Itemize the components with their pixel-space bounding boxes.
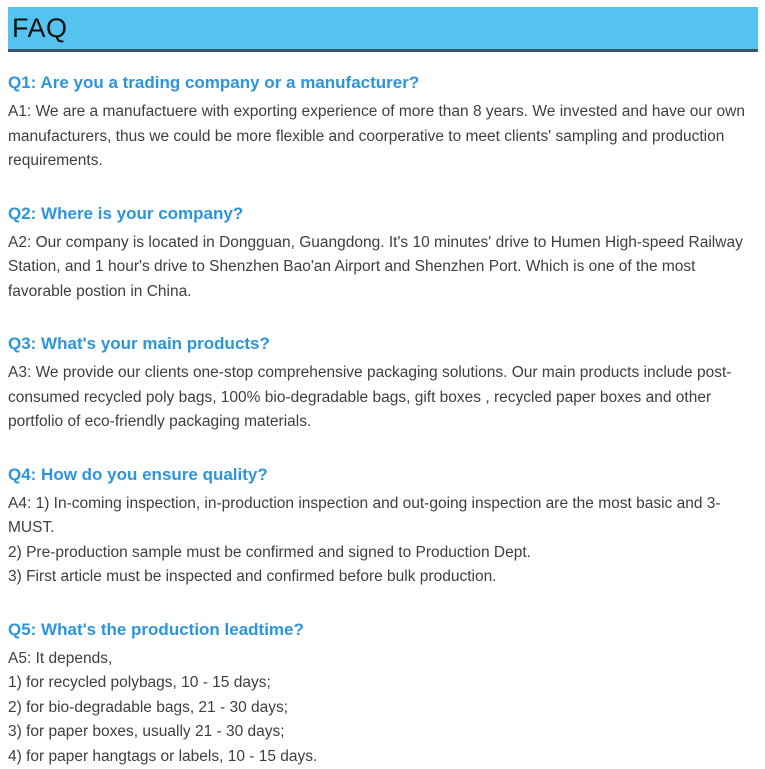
faq-answer-paragraph: 2) Pre-production sample must be confirmed and signed to Production Dept. [8,541,753,566]
faq-question: Q5: What's the production leadtime? [8,620,753,640]
faq-section [0,7,765,755]
faq-item [8,465,753,590]
faq-question: Q4: How do you ensure quality? [8,465,753,485]
faq-item [8,334,753,435]
faq-body [0,73,765,769]
faq-answer-paragraph: A4: 1) In-coming inspection, in-production inspection and out-going inspection are the most basic and 3-MUST. [8,492,753,541]
faq-item [8,620,753,769]
faq-answer-paragraph: 3) First article must be inspected and confirmed before bulk production. [8,565,753,590]
faq-answer-paragraph: A2: Our company is located in Dongguan, Guangdong. It's 10 minutes' drive to Humen High-speed Railway Station, and 1 hour's drive to Shenzhen Bao'an Airport and Shenzhen Port. Which is one of the most favorable postion in China. [8,231,753,305]
faq-answer-paragraph: 2) for bio-degradable bags, 21 - 30 days; [8,696,753,721]
faq-item [8,204,753,305]
faq-question: Q3: What's your main products? [8,334,753,354]
faq-question: Q2: Where is your company? [8,204,753,224]
faq-answer-paragraph: A5: It depends, [8,647,753,672]
faq-answer-paragraph: A3: We provide our clients one-stop comprehensive packaging solutions. Our main products include post-consumed recycled poly bags, 100% bio-degradable bags, gift boxes , recycled paper boxes and other portfolio of eco-friendly packaging materials. [8,361,753,435]
faq-answer-paragraph: 3) for paper boxes, usually 21 - 30 days; [8,720,753,745]
faq-answer-paragraph: A1: We are a manufactuere with exporting experience of more than 8 years. We invested and have our own manufacturers, thus we could be more flexible and coorperative to meet clients' sampling and production requirements. [8,100,753,174]
faq-answer-paragraph: 1) for recycled polybags, 10 - 15 days; [8,671,753,696]
faq-header [8,7,758,52]
faq-header-title: FAQ [12,15,68,42]
faq-answer-paragraph: 4) for paper hangtags or labels, 10 - 15 days. [8,745,753,769]
faq-question: Q1: Are you a trading company or a manufacturer? [8,73,753,93]
faq-item [8,73,753,174]
